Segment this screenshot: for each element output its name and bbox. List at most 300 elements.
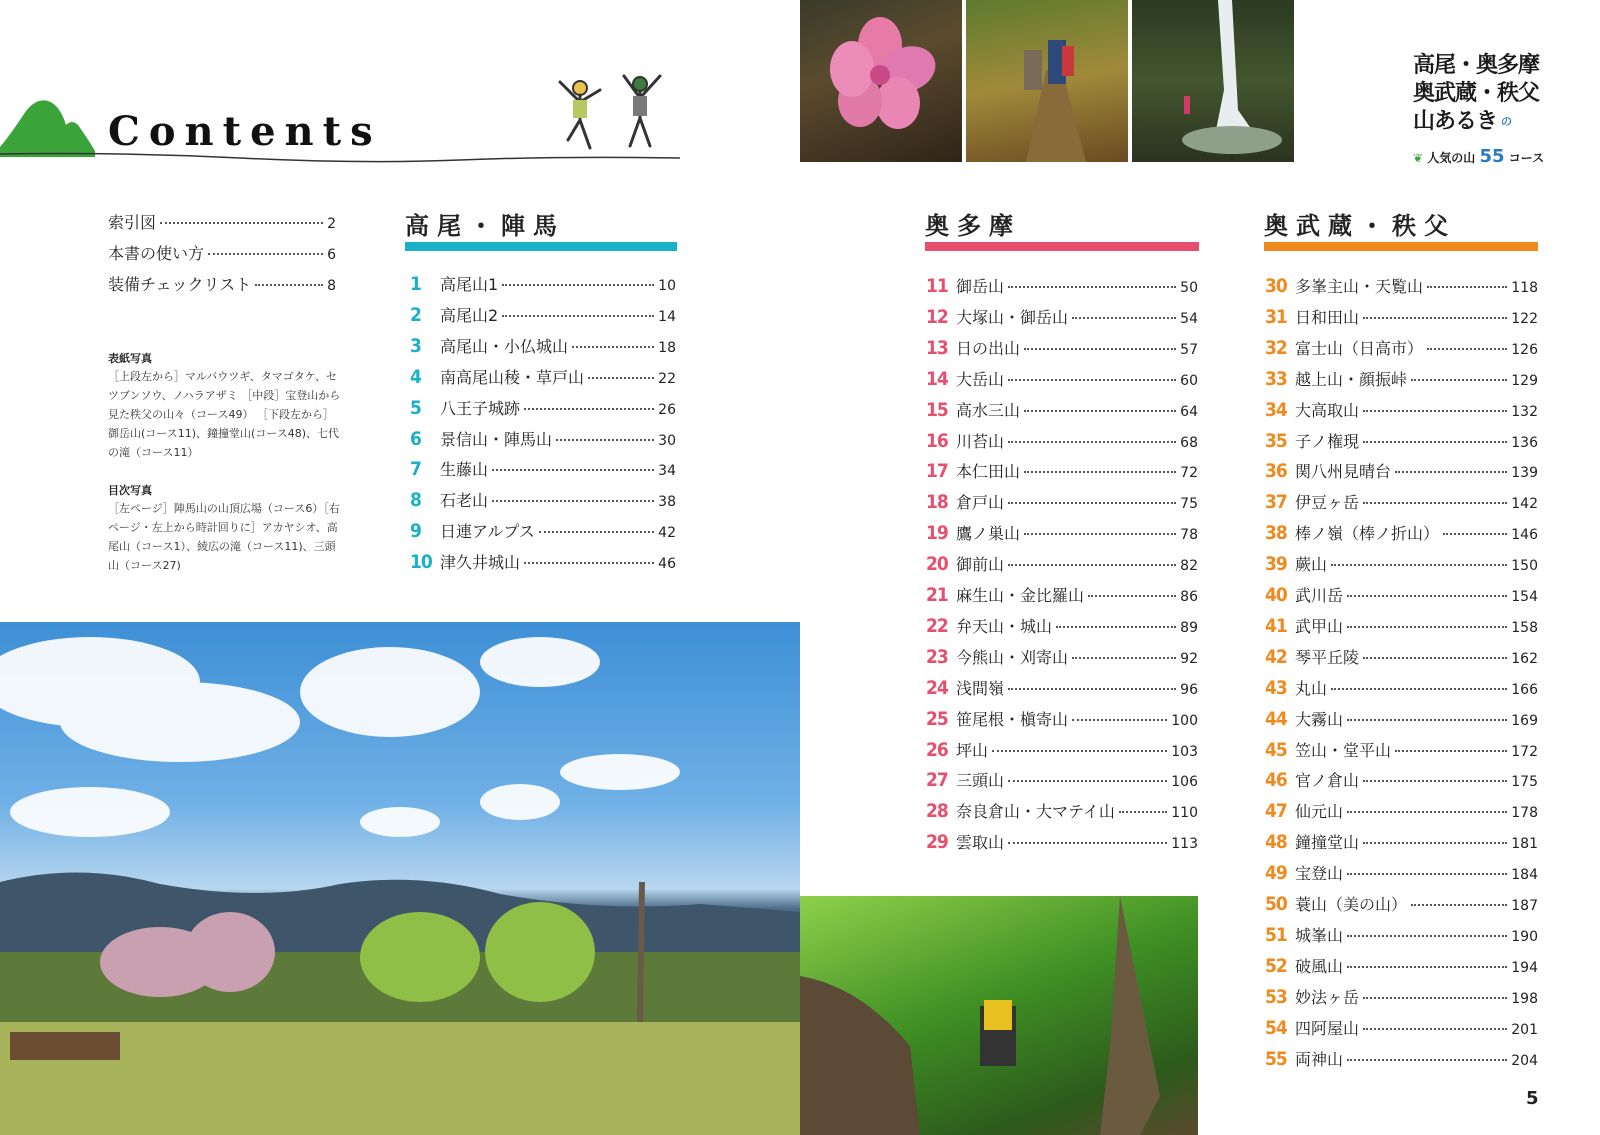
leader-dots: [1056, 626, 1176, 628]
toc-row[interactable]: [410, 519, 676, 543]
toc-row[interactable]: [1265, 305, 1538, 329]
course-number: 26: [926, 738, 948, 761]
course-name: 大岳山: [956, 369, 1005, 389]
leader-dots: [1363, 410, 1507, 412]
course-name: 武甲山: [1295, 616, 1344, 636]
leader-dots: [556, 439, 654, 441]
toc-row[interactable]: [1265, 1016, 1538, 1040]
toc-row[interactable]: [1265, 985, 1538, 1009]
toc-row[interactable]: [1265, 336, 1538, 360]
toc-row[interactable]: [1265, 398, 1538, 422]
course-page: 72: [1180, 465, 1198, 482]
course-name: 両神山: [1295, 1049, 1344, 1069]
course-number: 14: [926, 367, 948, 390]
toc-row[interactable]: [1265, 861, 1538, 885]
toc-row[interactable]: [926, 799, 1198, 823]
course-page: 82: [1180, 558, 1198, 575]
toc-row[interactable]: [1265, 367, 1538, 391]
course-page: 187: [1511, 898, 1538, 914]
course-name: 御前山: [956, 555, 1005, 575]
course-name: 日の出山: [956, 338, 1021, 358]
jumping-hikers-icon: [550, 70, 680, 165]
course-name: 高尾山・小仏城山: [440, 336, 569, 356]
leaf-icon: ❦: [1413, 151, 1424, 165]
course-name: 蓑山（美の山）: [1295, 895, 1408, 914]
toc-row[interactable]: [1265, 521, 1538, 545]
course-page: 190: [1511, 928, 1538, 945]
toc-row[interactable]: [926, 768, 1198, 792]
leader-dots: [1008, 441, 1176, 443]
course-name: 官ノ倉山: [1295, 771, 1360, 791]
toc-row[interactable]: [926, 336, 1198, 360]
course-number: 55: [1265, 1047, 1287, 1070]
course-page: 204: [1511, 1052, 1538, 1069]
leader-dots: [1072, 719, 1167, 721]
course-name: 四阿屋山: [1295, 1018, 1360, 1038]
course-page: 89: [1180, 619, 1198, 636]
course-name: 生藤山: [440, 460, 489, 480]
course-name: 大塚山・御岳山: [956, 307, 1069, 327]
leader-dots: [1347, 966, 1507, 968]
toc-row[interactable]: [926, 830, 1198, 854]
course-name: 大高取山: [1295, 400, 1360, 420]
leader-dots: [1008, 379, 1176, 381]
leader-dots: [1347, 1059, 1507, 1061]
leader-dots: [1363, 997, 1507, 999]
course-name: 津久井城山: [440, 553, 521, 573]
toc-row[interactable]: [926, 429, 1198, 453]
course-number: 10: [410, 551, 432, 574]
toc-row[interactable]: [926, 305, 1198, 329]
contents-title: Contents: [108, 108, 382, 155]
course-name: 琴平丘陵: [1295, 647, 1360, 667]
toc-row[interactable]: [1265, 274, 1538, 298]
course-page: 18: [658, 339, 676, 356]
course-page: 103: [1171, 743, 1198, 760]
leader-dots: [1024, 348, 1176, 350]
course-number: 30: [1265, 275, 1287, 297]
course-name: 子ノ権現: [1295, 431, 1360, 451]
leader-dots: [572, 346, 654, 348]
course-page: 139: [1511, 465, 1538, 482]
book-title-line-4: 山あるき: [1413, 109, 1498, 134]
leader-dots: [524, 408, 654, 410]
course-number: 36: [1265, 460, 1287, 483]
toc-row[interactable]: [1265, 707, 1538, 731]
course-name: 笠山・堂平山: [1295, 740, 1392, 760]
leader-dots: [1363, 657, 1507, 659]
course-name: 富士山（日高市）: [1295, 338, 1424, 358]
course-page: 136: [1511, 434, 1538, 451]
course-name: 丸山: [1295, 678, 1328, 698]
course-name: 麻生山・金比羅山: [956, 586, 1085, 605]
leader-dots: [1088, 595, 1176, 597]
course-page: 142: [1511, 496, 1538, 513]
toc-row[interactable]: [410, 303, 676, 327]
toc-row[interactable]: [926, 645, 1198, 669]
course-number: 43: [1265, 676, 1287, 699]
course-number: 49: [1265, 862, 1287, 885]
course-name: 妙法ヶ岳: [1295, 987, 1360, 1007]
course-name: 鷹ノ巣山: [956, 524, 1021, 544]
leader-dots: [1411, 904, 1507, 906]
toc-row[interactable]: [1265, 768, 1538, 792]
meta-item-title: 本書の使い方: [108, 244, 205, 263]
toc-row[interactable]: [926, 521, 1198, 545]
toc-row[interactable]: [926, 738, 1198, 762]
meta-item-how-to-use[interactable]: [108, 241, 336, 264]
course-name: 倉戸山: [956, 493, 1005, 513]
leader-dots: [1072, 317, 1176, 319]
course-number: 5: [410, 396, 421, 419]
course-page: 169: [1511, 712, 1538, 729]
course-name: 多峯主山・天覧山: [1295, 277, 1424, 296]
course-number: 11: [926, 275, 948, 297]
book-sub-prefix: 人気の山: [1427, 151, 1476, 165]
toc-row[interactable]: [926, 676, 1198, 700]
course-page: 106: [1171, 774, 1198, 791]
course-number: 2: [410, 303, 421, 326]
leader-dots: [1008, 286, 1176, 288]
course-page: 126: [1511, 341, 1538, 358]
leader-dots: [1008, 842, 1167, 844]
toc-row[interactable]: [1265, 552, 1538, 576]
leader-dots: [1008, 688, 1176, 690]
course-page: 54: [1180, 310, 1198, 327]
course-page: 166: [1511, 681, 1538, 698]
toc-row[interactable]: [1265, 830, 1538, 854]
toc-row[interactable]: [410, 272, 676, 296]
leader-dots: [1024, 533, 1176, 535]
leader-dots: [1331, 564, 1507, 566]
section-heading-okumusashi-chichibu: 奥武蔵・秩父: [1264, 212, 1456, 240]
toc-row[interactable]: [1265, 645, 1538, 669]
leader-dots: [1072, 657, 1176, 659]
course-page: 46: [658, 556, 676, 573]
course-number: 13: [926, 336, 948, 359]
course-number: 15: [926, 398, 948, 421]
course-number: 34: [1265, 398, 1287, 421]
cover-photo-caption: ［上段左から］マルバウツギ、タマゴタケ、セツブンソウ、ノハラアザミ ［中段］宝登山から見た秩父の山々（コース49） ［下段左から］御岳山(コース11)、鐘撞堂山(コース48)、七代の滝（コース11）: [108, 370, 341, 459]
course-number: 31: [1265, 305, 1287, 328]
course-number: 7: [410, 458, 421, 481]
course-page: 194: [1511, 959, 1538, 976]
course-name: 日和田山: [1295, 307, 1360, 327]
course-name: 高水三山: [956, 400, 1021, 420]
course-page: 158: [1511, 619, 1538, 636]
forest-hiker-photo: [800, 896, 1198, 1135]
course-number: 23: [926, 645, 948, 668]
toc-row[interactable]: [1265, 954, 1538, 978]
leader-dots: [1363, 502, 1507, 504]
course-name: 御岳山: [956, 277, 1005, 296]
waterfall-photo: [1132, 0, 1294, 162]
meta-item-page: 6: [327, 247, 336, 263]
toc-row[interactable]: [410, 427, 676, 451]
course-page: 60: [1180, 372, 1198, 389]
course-number: 48: [1265, 831, 1287, 854]
section-bar: [925, 242, 1199, 251]
leader-dots: [1363, 317, 1507, 319]
course-page: 10: [658, 278, 676, 294]
section-heading-takao-jinba: 高尾・陣馬: [405, 212, 565, 240]
course-number: 38: [1265, 522, 1287, 545]
course-page: 129: [1511, 372, 1538, 389]
course-page: 150: [1511, 558, 1538, 575]
leader-dots: [1008, 780, 1167, 782]
course-page: 42: [658, 525, 676, 542]
leader-dots: [1395, 471, 1507, 473]
page-number: 5: [1526, 1088, 1539, 1109]
course-name: 南高尾山稜・草戸山: [440, 367, 585, 387]
course-name: 蕨山: [1295, 555, 1328, 575]
toc-row[interactable]: [410, 457, 676, 481]
leader-dots: [492, 500, 654, 502]
course-name: 笹尾根・槇寄山: [956, 709, 1069, 729]
course-name: 仙元山: [1295, 802, 1344, 822]
toc-photo-caption: ［左ページ］陣馬山の山頂広場（コース6）［右ページ・左上から時計回りに］アカヤシオ、高尾山（コース1）、綾広の滝（コース11)、三頭山（コース27): [108, 502, 340, 572]
course-page: 34: [658, 463, 676, 480]
leader-dots: [255, 284, 323, 286]
section-heading-okutama: 奥多摩: [925, 212, 1021, 240]
leader-dots: [1363, 780, 1507, 782]
course-page: 14: [658, 308, 676, 325]
course-page: 181: [1511, 836, 1538, 853]
course-number: 17: [926, 460, 948, 483]
book-title-line-1: 高尾・奥多摩: [1413, 53, 1540, 78]
section-bar: [405, 242, 677, 251]
toc-row[interactable]: [410, 334, 676, 358]
course-name: 伊豆ヶ岳: [1295, 493, 1360, 513]
meta-item-checklist[interactable]: [108, 272, 336, 295]
course-page: 162: [1511, 650, 1538, 667]
toc-row[interactable]: [410, 488, 676, 512]
course-number: 6: [410, 427, 421, 450]
course-page: 122: [1511, 310, 1538, 327]
course-number: 50: [1265, 893, 1287, 915]
course-page: 154: [1511, 589, 1538, 605]
course-page: 50: [1180, 280, 1198, 296]
course-name: 日連アルプス: [440, 522, 535, 542]
leader-dots: [1024, 471, 1176, 473]
course-name: 石老山: [440, 491, 489, 511]
course-page: 198: [1511, 990, 1538, 1007]
meta-item-page: 2: [327, 216, 336, 232]
course-number: 54: [1265, 1016, 1287, 1039]
cover-photo-heading: 表紙写真: [108, 352, 152, 365]
toc-row[interactable]: [1265, 490, 1538, 514]
course-name: 景信山・陣馬山: [440, 429, 553, 449]
leader-dots: [1395, 750, 1507, 752]
course-name: 棒ノ嶺（棒ノ折山）: [1295, 524, 1440, 544]
course-number: 47: [1265, 800, 1287, 823]
section-bar: [1264, 242, 1538, 251]
toc-row[interactable]: [410, 550, 676, 574]
course-number: 24: [926, 676, 948, 699]
course-number: 52: [1265, 954, 1287, 977]
toc-row[interactable]: [926, 552, 1198, 576]
course-number: 9: [410, 520, 421, 543]
toc-row[interactable]: [1265, 429, 1538, 453]
leader-dots: [992, 750, 1167, 752]
leader-dots: [1331, 688, 1507, 690]
course-page: 86: [1180, 589, 1198, 605]
course-number: 32: [1265, 336, 1287, 359]
course-page: 184: [1511, 867, 1538, 884]
course-number: 27: [926, 769, 948, 792]
leader-dots: [1024, 410, 1176, 412]
course-page: 113: [1171, 836, 1198, 853]
leader-dots: [1363, 842, 1507, 844]
course-page: 92: [1180, 650, 1198, 667]
course-number: 25: [926, 707, 948, 730]
toc-row[interactable]: [1265, 1047, 1538, 1071]
course-page: 64: [1180, 403, 1198, 420]
course-name: 城峯山: [1295, 925, 1344, 945]
book-title-line-2: 奥武蔵・秩父: [1413, 81, 1540, 106]
course-page: 175: [1511, 774, 1538, 791]
course-number: 8: [410, 489, 421, 512]
meta-item-title: 装備チェックリスト: [108, 275, 252, 294]
leader-dots: [160, 222, 323, 224]
toc-row[interactable]: [926, 274, 1198, 298]
leader-dots: [502, 315, 654, 317]
toc-row[interactable]: [926, 707, 1198, 731]
course-page: 178: [1511, 805, 1538, 822]
course-number: 16: [926, 429, 948, 452]
course-page: 30: [658, 432, 676, 449]
course-page: 75: [1180, 496, 1198, 513]
course-page: 26: [658, 401, 676, 418]
course-number: 44: [1265, 707, 1287, 730]
course-name: 関八州見晴台: [1295, 462, 1392, 482]
leader-dots: [1347, 811, 1507, 813]
course-number: 35: [1265, 429, 1287, 452]
hikers-trail-photo: [966, 0, 1128, 162]
course-name: 鐘撞堂山: [1295, 833, 1360, 853]
course-name: 弁天山・城山: [956, 616, 1053, 636]
meta-item-index-map[interactable]: [108, 210, 336, 233]
course-number: 45: [1265, 738, 1287, 761]
jinba-summit-meadow-photo: [0, 622, 800, 1135]
course-page: 172: [1511, 743, 1538, 760]
course-page: 110: [1171, 805, 1198, 822]
course-name: 三頭山: [956, 771, 1005, 791]
toc-row[interactable]: [926, 367, 1198, 391]
course-page: 201: [1511, 1021, 1538, 1038]
leader-dots: [1347, 626, 1507, 628]
course-name: 越上山・顔振峠: [1295, 369, 1408, 389]
toc-row[interactable]: [926, 614, 1198, 638]
course-number: 20: [926, 553, 948, 576]
leader-dots: [588, 377, 654, 379]
leader-dots: [1347, 935, 1507, 937]
course-name: 坪山: [956, 740, 989, 760]
course-number: 29: [926, 831, 948, 854]
toc-row[interactable]: [926, 490, 1198, 514]
toc-row[interactable]: [1265, 799, 1538, 823]
course-number: 42: [1265, 645, 1287, 668]
leader-dots: [1363, 441, 1507, 443]
course-name: 破風山: [1295, 956, 1344, 976]
course-number: 51: [1265, 923, 1287, 946]
toc-row[interactable]: [410, 396, 676, 420]
toc-row[interactable]: [1265, 676, 1538, 700]
book-title-logo: [1413, 52, 1573, 136]
course-number: 37: [1265, 491, 1287, 514]
course-page: 57: [1180, 341, 1198, 358]
course-number: 18: [926, 491, 948, 514]
course-number: 4: [410, 365, 421, 388]
leader-dots: [1363, 1028, 1507, 1030]
course-name: 奈良倉山・大マテイ山: [956, 802, 1115, 822]
leader-dots: [1347, 873, 1507, 875]
book-sub-count: 55: [1479, 146, 1505, 167]
leader-dots: [492, 469, 654, 471]
course-number: 21: [926, 584, 948, 606]
course-page: 132: [1511, 403, 1538, 420]
book-title-no: の: [1501, 115, 1512, 128]
course-number: 12: [926, 305, 948, 328]
course-name: 高尾山1: [440, 275, 499, 294]
meta-item-title: 索引図: [108, 213, 157, 232]
course-name: 雲取山: [956, 833, 1005, 853]
course-page: 100: [1171, 712, 1198, 729]
course-number: 22: [926, 614, 948, 637]
leader-dots: [1119, 811, 1167, 813]
course-number: 3: [410, 334, 421, 357]
course-number: 41: [1265, 614, 1287, 637]
toc-row[interactable]: [926, 459, 1198, 483]
course-name: 高尾山2: [440, 305, 499, 325]
course-number: 33: [1265, 367, 1287, 390]
leader-dots: [1008, 564, 1176, 566]
toc-row[interactable]: [926, 398, 1198, 422]
toc-row[interactable]: [1265, 614, 1538, 638]
course-number: 53: [1265, 985, 1287, 1008]
course-page: 78: [1180, 527, 1198, 544]
toc-row[interactable]: [1265, 459, 1538, 483]
leader-dots: [539, 531, 654, 533]
course-number: 19: [926, 522, 948, 545]
course-page: 118: [1511, 280, 1538, 296]
meta-item-page: 8: [327, 278, 336, 294]
course-name: 川苔山: [956, 431, 1005, 451]
book-subtitle: [1413, 146, 1544, 167]
course-number: 46: [1265, 769, 1287, 792]
course-number: 1: [410, 273, 421, 295]
leader-dots: [1427, 286, 1507, 288]
course-number: 28: [926, 800, 948, 823]
course-number: 40: [1265, 584, 1287, 606]
toc-row[interactable]: [1265, 923, 1538, 947]
book-sub-suffix: コース: [1508, 151, 1545, 165]
toc-row[interactable]: [1265, 738, 1538, 762]
toc-row[interactable]: [1265, 583, 1538, 607]
leader-dots: [1443, 533, 1507, 535]
toc-photo-heading: 目次写真: [108, 484, 152, 497]
leader-dots: [502, 284, 654, 286]
toc-row[interactable]: [1265, 892, 1538, 916]
toc-row[interactable]: [926, 583, 1198, 607]
leader-dots: [208, 253, 323, 255]
course-name: 本仁田山: [956, 462, 1021, 482]
course-name: 浅間嶺: [956, 678, 1005, 698]
course-name: 大霧山: [1295, 709, 1344, 729]
course-name: 宝登山: [1295, 864, 1344, 884]
course-name: 武川岳: [1295, 586, 1344, 605]
toc-row[interactable]: [410, 365, 676, 389]
